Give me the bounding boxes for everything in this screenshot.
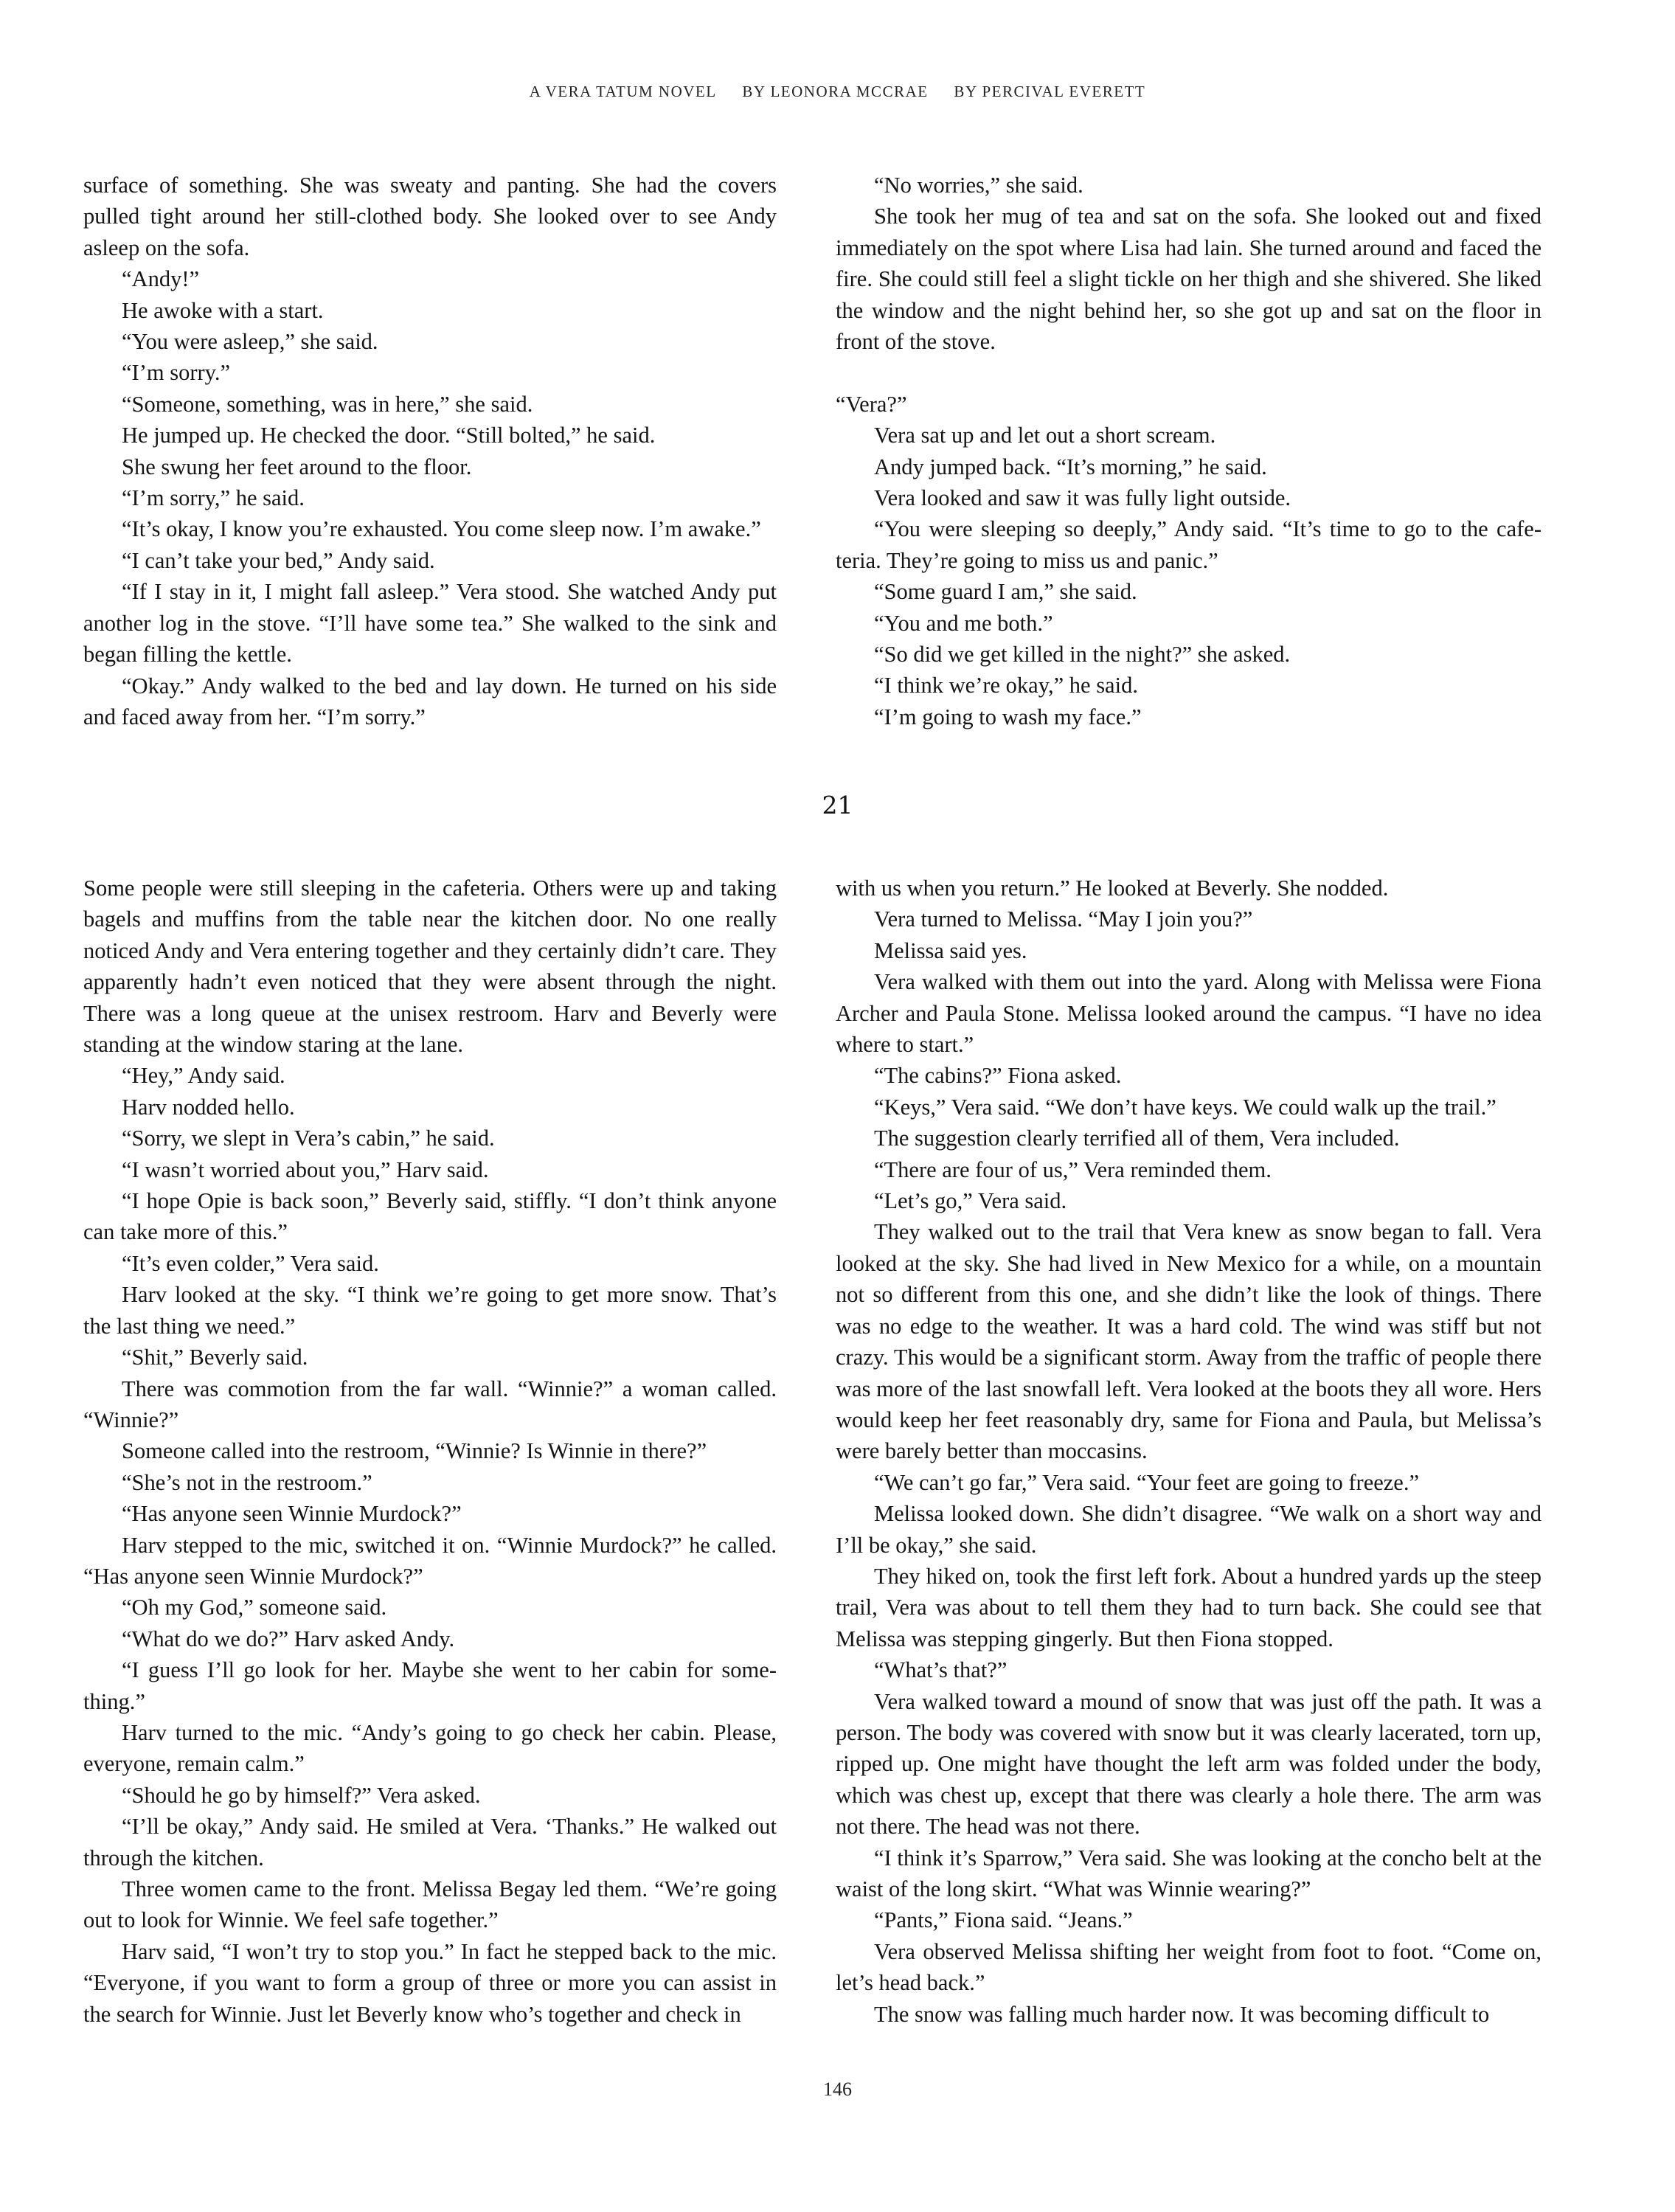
paragraph: “I’m going to wash my face.” [874, 704, 1142, 729]
paragraph: “Okay.” Andy walked to the bed and lay down. He turned on his side and faced away from her. “I’m sorry.” [83, 673, 777, 729]
paragraph: Harv looked at the sky. “I think we’re going to get more snow. That’s the last thing we need.” [83, 1282, 777, 1339]
paragraph: “Vera?” [836, 391, 907, 417]
paragraph: Someone called into the restroom, “Winnie? Is Winnie in there?” [122, 1438, 707, 1464]
paragraph: surface of something. She was sweaty and panting. She had the covers pulled tight around her still-clothed body. She looked over to see Andy asleep on the sofa. [83, 173, 777, 260]
paragraph: “Sorry, we slept in Vera’s cabin,” he said. [122, 1126, 495, 1151]
paragraph: Vera observed Melissa shifting her weight from foot to foot. “Come on, let’s head back.” [836, 1938, 1542, 1996]
paragraph: “I’m sorry,” he said. [122, 485, 305, 511]
paragraph: “You were sleeping so deeply,” Andy said. “It’s time to go to the cafeteria. They’re going to miss us and panic.” [836, 516, 1542, 573]
paragraph: “Andy!” [122, 266, 200, 292]
top-left-column [83, 170, 777, 732]
running-head-author-1: BY LEONORA MCCRAE [742, 83, 929, 100]
paragraph: The snow was falling much harder now. It was becoming difficult to [874, 2001, 1490, 2027]
paragraph: “What’s that?” [874, 1657, 1008, 1683]
paragraph: “I think we’re okay,” he said. [874, 673, 1138, 698]
paragraph: “Has anyone seen Winnie Murdock?” [122, 1501, 462, 1527]
paragraph: “I think it’s Sparrow,” Vera said. She was looking at the concho belt at the waist of the long skirt. “What was Winnie wearing?” [836, 1845, 1542, 1901]
paragraph: “Should he go by himself?” Vera asked. [122, 1782, 481, 1808]
paragraph: “No worries,” she said. [874, 173, 1083, 198]
paragraph: “There are four of us,” Vera reminded them. [874, 1157, 1272, 1182]
bottom-right-column [836, 873, 1542, 2030]
paragraph: “You were asleep,” she said. [122, 329, 378, 355]
paragraph: Vera looked and saw it was fully light outside. [874, 485, 1291, 511]
paragraph: Harv said, “I won’t try to stop you.” In fact he stepped back to the mic. “Everyone, if you want to form a group of three or more you can assist in the search for Winnie. Just let Beverly know who’s together and check in [83, 1938, 777, 2027]
paragraph: “Pants,” Fiona said. “Jeans.” [874, 1907, 1133, 1933]
paragraph: He jumped up. He checked the door. “Still bolted,” he said. [122, 423, 656, 448]
top-right-column [836, 170, 1542, 732]
paragraph: Three women came to the front. Melissa Begay led them. “We’re going out to look for Winnie. We feel safe together.” [83, 1876, 777, 1933]
running-head-author-2: BY PERCIVAL EVERETT [954, 83, 1146, 100]
paragraph: He awoke with a start. [122, 297, 324, 323]
paragraph: “Let’s go,” Vera said. [874, 1188, 1067, 1214]
paragraph: The suggestion clearly terrified all of them, Vera included. [874, 1126, 1400, 1151]
paragraph: Melissa looked down. She didn’t disagree. “We walk on a short way and I’ll be okay,” she said. [836, 1501, 1542, 1558]
running-head [0, 83, 1675, 101]
paragraph: “Hey,” Andy said. [122, 1063, 285, 1089]
paragraph: Vera turned to Melissa. “May I join you?” [874, 906, 1253, 932]
paragraph: Vera sat up and let out a short scream. [874, 423, 1216, 448]
paragraph: “It’s okay, I know you’re exhausted. You come sleep now. I’m awake.” [122, 516, 761, 542]
paragraph: “If I stay in it, I might fall asleep.” Vera stood. She watched Andy put another log in the stove. “I’ll have some tea.” She walked to the sink and began filling the kettle. [83, 579, 777, 668]
paragraph: “I hope Opie is back soon,” Beverly said, stiffly. “I don’t think anyone can take more of this.” [83, 1188, 777, 1245]
paragraph: Harv turned to the mic. “Andy’s going to go check her cabin. Please, everyone, remain calm.” [83, 1719, 777, 1777]
paragraph: Vera walked with them out into the yard. Along with Melissa were Fiona Archer and Paula Stone. Melissa looked around the campus. “I have no idea where to start.” [836, 969, 1542, 1058]
paragraph: with us when you return.” He looked at Beverly. She nodded. [836, 876, 1389, 901]
paragraph: “She’s not in the restroom.” [122, 1469, 372, 1495]
chapter-number: 21 [822, 791, 853, 819]
paragraph: “Shit,” Beverly said. [122, 1345, 308, 1370]
paragraph: Melissa said yes. [874, 937, 1027, 963]
paragraph: Andy jumped back. “It’s morning,” he said. [874, 454, 1267, 479]
paragraph: There was commotion from the far wall. “Winnie?” a woman called. “Winnie?” [83, 1376, 777, 1432]
page-number: 146 [823, 2078, 852, 2100]
paragraph: “Some guard I am,” she said. [874, 579, 1137, 605]
paragraph: Harv stepped to the mic, switched it on. “Winnie Murdock?” he called. “Has anyone seen Winnie Murdock?” [83, 1532, 777, 1589]
paragraph: She took her mug of tea and sat on the sofa. She looked out and fixed immediately on the spot where Lisa had lain. She turned around and faced the fire. She could still feel a slight tickle on her thigh and she shivered. She liked the window and the night behind her, so she got up and sat on the floor in front of the stove. [836, 204, 1542, 355]
paragraph: “I guess I’ll go look for her. Maybe she went to her cabin for something.” [83, 1657, 777, 1714]
paragraph: Harv nodded hello. [122, 1094, 295, 1120]
paragraph: “I’m sorry.” [122, 360, 231, 386]
paragraph: “So did we get killed in the night?” she asked. [874, 642, 1291, 668]
paragraph: “The cabins?” Fiona asked. [874, 1063, 1122, 1089]
paragraph: “You and me both.” [874, 610, 1053, 636]
paragraph: “We can’t go far,” Vera said. “Your feet are going to freeze.” [874, 1469, 1419, 1495]
paragraph: “I can’t take your bed,” Andy said. [122, 547, 435, 573]
paragraph: Some people were still sleeping in the cafeteria. Others were up and taking bagels and muffins from the table near the kitchen door. No one really noticed Andy and Vera entering together and they certainly didn’t care. They apparently hadn’t even noticed that they were absent through the night. There was a long queue at the unisex restroom. Harv and Beverly were standing at the window staring at the lane. [83, 876, 777, 1058]
paragraph: They walked out to the trail that Vera knew as snow began to fall. Vera looked at the sky. She had lived in New Mexico for a while, on a mountain not so different from this one, and she didn’t like the look of things. There was no edge to the weather. It was a hard cold. The wind was stiff but not crazy. This would be a significant storm. Away from the traffic of people there was more of the last snowfall left. Vera looked at the boots they all wore. Hers would keep her feet reasonably dry, same for Fiona and Paula, but Melissa’s were barely better than moccasins. [836, 1219, 1542, 1464]
paragraph: “What do we do?” Harv asked Andy. [122, 1626, 455, 1651]
paragraph: They hiked on, took the first left fork. About a hundred yards up the steep trail, Vera was about to tell them they had to turn back. She could see that Melissa was stepping gingerly. But then Fiona stopped. [836, 1563, 1542, 1651]
paragraph: Vera walked toward a mound of snow that was just off the path. It was a person. The body was covered with snow but it was clearly lacerated, torn up, ripped up. One might have thought the left arm was folded under the body, which was chest up, except that there was clearly a hole there. The arm was not there. The head was not there. [836, 1688, 1542, 1840]
paragraph: “It’s even colder,” Vera said. [122, 1250, 379, 1276]
paragraph: “I wasn’t worried about you,” Harv said. [122, 1157, 489, 1182]
paragraph: “Oh my God,” someone said. [122, 1595, 387, 1620]
running-head-series: A VERA TATUM NOVEL [529, 83, 717, 100]
paragraph: “Someone, something, was in here,” she said. [122, 391, 533, 417]
paragraph: “Keys,” Vera said. “We don’t have keys. We could walk up the trail.” [874, 1094, 1497, 1120]
paragraph: “I’ll be okay,” Andy said. He smiled at Vera. ‘Thanks.” He walked out through the kitchen. [83, 1814, 777, 1871]
bottom-left-column [83, 873, 777, 2030]
paragraph: She swung her feet around to the floor. [122, 454, 472, 479]
